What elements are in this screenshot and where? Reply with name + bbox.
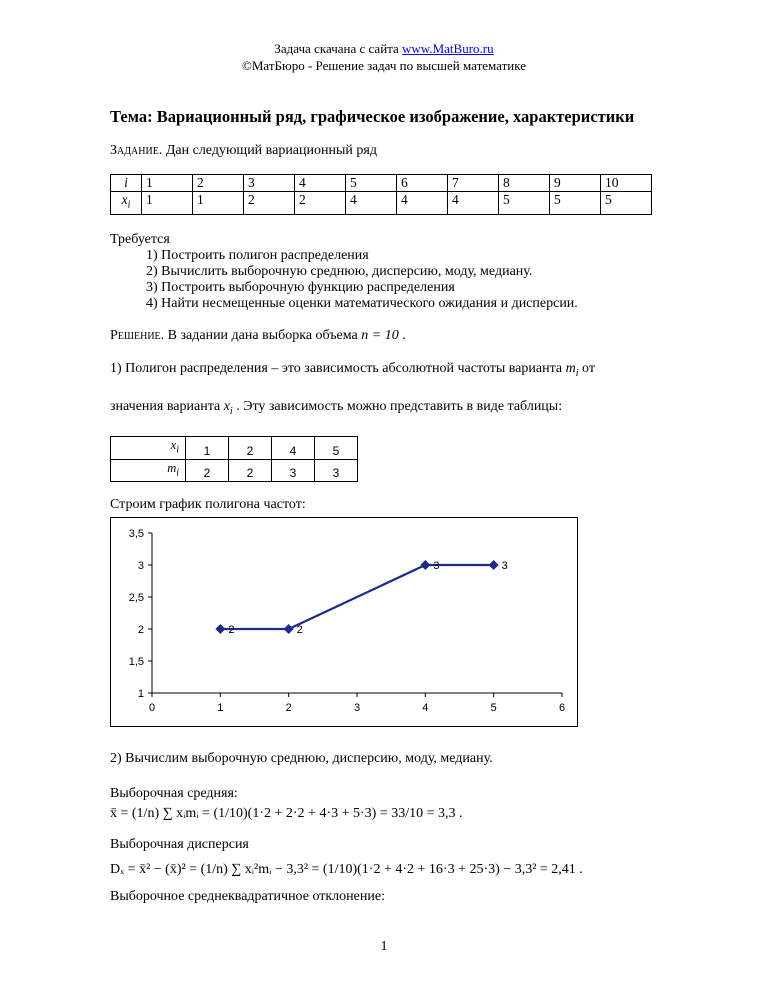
page-number: 1: [380, 939, 388, 954]
table-cell: 1: [142, 192, 193, 215]
requirement-item: 3) Построить выборочную функцию распределения: [146, 280, 455, 295]
data-label: 2: [228, 624, 235, 636]
x-tick-label: 0: [148, 702, 156, 714]
requirements-heading: Требуется: [110, 232, 170, 247]
frequency-polygon-chart: [110, 517, 578, 727]
variance-formula: Dₓ = x̄² − (x̄)² = (1/n) ∑ xᵢ²mᵢ − 3,3² = (1/10)(1·2 + 4·2 + 16·3 + 25·3) − 3,3² = 2,41 .: [110, 862, 583, 877]
site-header-line1: Задача скачана с сайта www.MatBuro.ru: [274, 41, 494, 56]
table-cell: 3: [315, 459, 358, 482]
task-statement: Задание. Дан следующий вариационный ряд: [110, 143, 377, 158]
chart-frame: [111, 518, 578, 727]
step2-heading: 2) Вычислим выборочную среднюю, дисперсию, моду, медиану.: [110, 751, 493, 766]
table-cell: 2: [229, 437, 272, 460]
table-cell: 2: [186, 459, 229, 482]
table-cell: 6: [397, 175, 448, 192]
row-label-i: i: [111, 175, 142, 192]
x-tick-label: 2: [285, 702, 292, 714]
mean-label: Выборочная средняя:: [110, 786, 238, 801]
table-cell: 10: [601, 175, 652, 192]
table-cell: 5: [315, 437, 358, 460]
chart-caption: Строим график полигона частот:: [110, 497, 306, 512]
y-tick-label: 3: [137, 560, 144, 572]
y-tick-label: 1: [137, 688, 144, 700]
solution-label: Решение.: [110, 328, 165, 343]
table-cell: 2: [229, 459, 272, 482]
y-tick-label: 2,5: [128, 592, 144, 604]
solution-intro: Решение. В задании дана выборка объема n = 10 .: [110, 328, 406, 343]
table-cell: 2: [295, 192, 346, 215]
data-label: 3: [501, 560, 508, 572]
x-tick-label: 6: [558, 702, 566, 714]
std-label: Выборочное среднеквадратичное отклонение:: [110, 889, 385, 904]
row-label-x: $x_i$: [111, 192, 142, 215]
table-cell: 7: [448, 175, 499, 192]
table-cell: 5: [346, 175, 397, 192]
table-cell: 9: [550, 175, 601, 192]
row-label-m: $m_i$: [111, 459, 186, 482]
table-row-m: [111, 459, 358, 482]
requirement-item: 2) Вычислить выборочную среднюю, дисперсию, моду, медиану.: [146, 264, 533, 279]
frequency-table: [110, 436, 358, 482]
variation-table: [110, 174, 652, 215]
table-row-i: [111, 175, 652, 192]
variance-label: Выборочная дисперсия: [110, 837, 249, 852]
site-link[interactable]: www.MatBuro.ru: [402, 41, 494, 56]
table-cell: 1: [142, 175, 193, 192]
requirement-item: 1) Построить полигон распределения: [146, 248, 369, 263]
table-cell: 3: [272, 459, 315, 482]
data-label: 2: [296, 624, 303, 636]
mean-formula: x̄ = (1/n) ∑ xᵢmᵢ = (1/10)(1·2 + 2·2 + 4·3 + 5·3) = 33/10 = 3,3 .: [110, 806, 463, 821]
table-cell: 8: [499, 175, 550, 192]
task-label: Задание.: [110, 143, 163, 158]
step1-line1: 1) Полигон распределения – это зависимость абсолютной частоты варианта $m_i$ от: [110, 361, 595, 379]
x-tick-label: 1: [217, 702, 224, 714]
table-cell: 2: [244, 192, 295, 215]
requirement-item: 4) Найти несмещенные оценки математического ожидания и дисперсии.: [146, 296, 578, 311]
sample-size: n = 10: [361, 328, 399, 343]
row-label-x: $x_i$: [111, 437, 186, 460]
x-tick-label: 3: [353, 702, 361, 714]
table-cell: 1: [193, 192, 244, 215]
table-cell: 1: [186, 437, 229, 460]
table-cell: 4: [272, 437, 315, 460]
table-cell: 5: [601, 192, 652, 215]
y-tick-label: 3,5: [128, 528, 144, 540]
table-row-x: [111, 192, 652, 215]
x-tick-label: 4: [422, 702, 429, 714]
table-cell: 4: [295, 175, 346, 192]
step1-line2: значения варианта $x_i$ . Эту зависимость можно представить в виде таблицы:: [110, 399, 563, 417]
table-cell: 4: [397, 192, 448, 215]
y-tick-label: 1,5: [128, 656, 144, 668]
y-tick-label: 2: [137, 624, 144, 636]
table-cell: 3: [244, 175, 295, 192]
table-cell: 5: [550, 192, 601, 215]
site-header-line2: ©МатБюро - Решение задач по высшей математике: [242, 58, 526, 73]
table-cell: 5: [499, 192, 550, 215]
x-tick-label: 5: [490, 702, 497, 714]
table-cell: 4: [346, 192, 397, 215]
data-label: 3: [433, 560, 440, 572]
table-cell: 4: [448, 192, 499, 215]
table-cell: 2: [193, 175, 244, 192]
table-row-x: [111, 437, 358, 460]
page-title: Тема: Вариационный ряд, графическое изображение, характеристики: [110, 107, 635, 126]
